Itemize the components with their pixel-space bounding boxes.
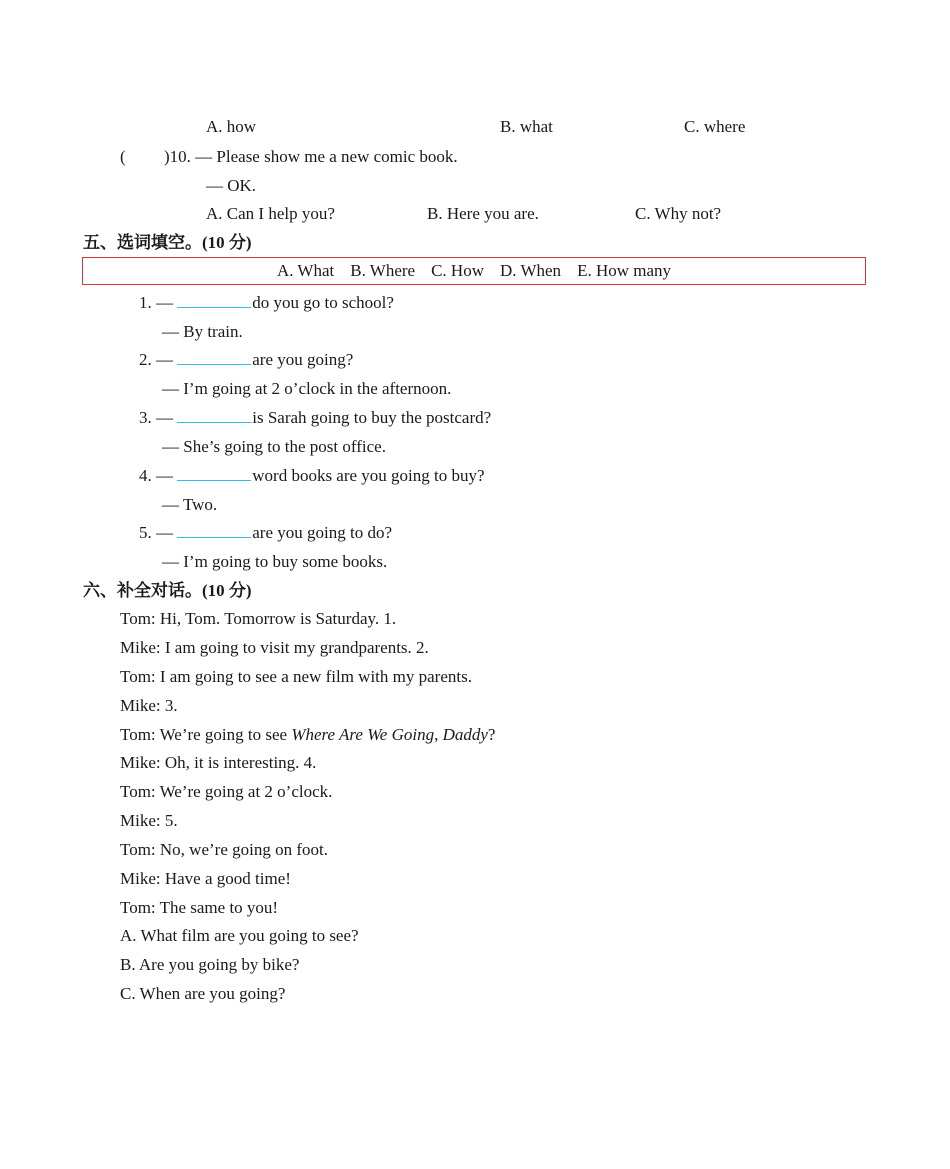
item-number: 3. — xyxy=(139,408,173,427)
q10-option-b: B. Here you are. xyxy=(427,204,539,223)
q10-number: )10. xyxy=(164,147,191,166)
section6-title: 六、补全对话。(10 分) xyxy=(83,581,252,600)
dialog-line: Tom: I am going to see a new film with my parents. xyxy=(120,667,472,686)
s5-item-4 xyxy=(139,465,485,487)
s5-answer-2: — I’m going at 2 o’clock in the afternoon. xyxy=(162,379,452,398)
dialog-line: Mike: Oh, it is interesting. 4. xyxy=(120,753,317,772)
dialog-line: Tom: The same to you! xyxy=(120,898,279,917)
item-number: 2. — xyxy=(139,350,173,369)
s5-answer-4: — Two. xyxy=(162,495,218,514)
s5-answer-1: — By train. xyxy=(162,322,243,341)
s5-item-1 xyxy=(139,292,394,314)
item-text: are you going? xyxy=(252,350,354,369)
dialog-line: Mike: I am going to visit my grandparents. 2. xyxy=(120,638,429,657)
item-number: 4. — xyxy=(139,466,173,485)
film-comma: , xyxy=(434,725,443,744)
word-bank-item: E. How many xyxy=(577,261,672,280)
q10-option-a: A. Can I help you? xyxy=(206,204,335,223)
fill-blank[interactable] xyxy=(177,466,251,481)
fill-blank[interactable] xyxy=(177,523,251,538)
s5-answer-3: — She’s going to the post office. xyxy=(162,437,386,456)
word-bank-item: B. Where xyxy=(350,261,416,280)
answer-paren-open: ( xyxy=(120,147,126,166)
dialog-line: Mike: Have a good time! xyxy=(120,869,291,888)
dialog-line: Tom: Hi, Tom. Tomorrow is Saturday. 1. xyxy=(120,609,397,628)
q10-question-text: — Please show me a new comic book. xyxy=(195,147,458,166)
dialog-line: Tom: No, we’re going on foot. xyxy=(120,840,328,859)
fill-blank[interactable] xyxy=(177,293,251,308)
dialog-option-b: B. Are you going by bike? xyxy=(120,955,300,974)
q9-option-a: A. how xyxy=(206,117,257,136)
item-number: 5. — xyxy=(139,523,173,542)
s5-item-3 xyxy=(139,407,491,429)
word-bank-item: D. When xyxy=(500,261,562,280)
film-title-2: Daddy xyxy=(442,725,488,744)
q10-answer: — OK. xyxy=(206,176,257,195)
section5-title: 五、选词填空。(10 分) xyxy=(83,233,252,252)
item-text: word books are you going to buy? xyxy=(252,466,485,485)
dialog-line: Mike: 3. xyxy=(120,696,178,715)
word-bank-box xyxy=(82,257,866,285)
fill-blank[interactable] xyxy=(177,408,251,423)
s5-answer-5: — I’m going to buy some books. xyxy=(162,552,388,571)
q9-option-c: C. where xyxy=(684,117,746,136)
dialog-line: Tom: We’re going at 2 o’clock. xyxy=(120,782,333,801)
item-text: are you going to do? xyxy=(252,523,392,542)
q10-option-c: C. Why not? xyxy=(635,204,722,223)
dialog-option-c: C. When are you going? xyxy=(120,984,286,1003)
dialog-line-film xyxy=(120,724,495,746)
item-number: 1. — xyxy=(139,293,173,312)
fill-blank[interactable] xyxy=(177,350,251,365)
q9-option-b: B. what xyxy=(500,117,553,136)
film-title: Where Are We Going xyxy=(291,725,435,744)
s5-item-5 xyxy=(139,522,392,544)
film-line-suffix: ? xyxy=(487,725,496,744)
word-bank-item: A. What xyxy=(276,261,335,280)
item-text: is Sarah going to buy the postcard? xyxy=(252,408,492,427)
word-bank-item: C. How xyxy=(431,261,484,280)
dialog-option-a: A. What film are you going to see? xyxy=(120,926,359,945)
film-line-prefix: Tom: We’re going to see xyxy=(120,725,292,744)
q10-question xyxy=(120,146,458,168)
item-text: do you go to school? xyxy=(252,293,394,312)
s5-item-2 xyxy=(139,349,353,371)
dialog-line: Mike: 5. xyxy=(120,811,178,830)
